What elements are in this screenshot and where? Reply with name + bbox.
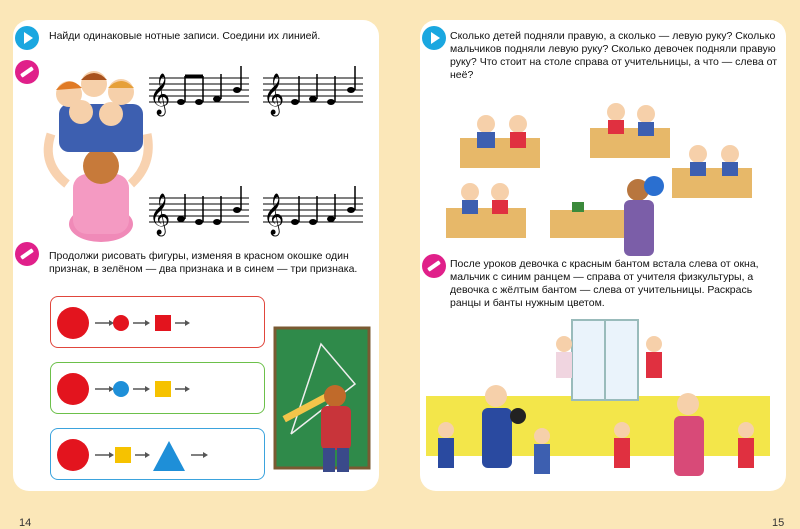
right-task2-text: После уроков девочка с красным бантом встала слева от окна, мальчик с синим ранцем — справа от учителя физкультуры, а девочка с жёлтым бантом — слева от учительницы. Раскрась ранцы и банты нужным цветом.: [450, 258, 759, 309]
staff-4: [263, 186, 363, 236]
right-page: [420, 20, 786, 529]
svg-text:𝄞: 𝄞: [149, 194, 171, 235]
left-task1-text: Найди одинаковые нотные записи. Соедини их линией.: [49, 30, 321, 42]
svg-text:𝄞: 𝄞: [263, 74, 285, 115]
music-notes: [149, 62, 371, 235]
choir-illustration: [31, 54, 149, 244]
play-icon[interactable]: [422, 26, 446, 50]
staff-2: [263, 66, 363, 116]
blue-frame: [50, 428, 265, 480]
svg-text:𝄞: 𝄞: [263, 194, 285, 235]
green-frame: [50, 362, 265, 414]
play-icon[interactable]: [15, 26, 39, 50]
left-task2-text: Продолжи рисовать фигуры, изменяя в красном окошке один признак, в зелёном — два признака и в синем — три признака.: [49, 250, 358, 275]
page-number: 15: [772, 517, 785, 529]
staff-1: [149, 66, 249, 116]
red-frame: [50, 296, 265, 348]
right-task1-text: Сколько детей подняли правую, а сколько — левую руку? Сколько мальчиков подняли левую руку? Сколько девочек подняли правую руку? Что стоит на столе справа от учительницы, а что — слева от неё?: [450, 30, 778, 81]
staff-3: [149, 186, 249, 236]
shape-row-red: [51, 297, 266, 349]
shape-row-blue: [51, 429, 266, 481]
blackboard-illustration: [273, 326, 373, 478]
treble-clef-icon: 𝄞: [149, 74, 171, 115]
pencil-icon: [15, 242, 39, 266]
shape-row-green: [51, 363, 266, 415]
gym-illustration: [426, 320, 770, 486]
pencil-icon: [422, 254, 446, 278]
left-page: [13, 20, 379, 529]
classroom-illustration: [440, 98, 770, 270]
page-number: 14: [19, 517, 32, 529]
